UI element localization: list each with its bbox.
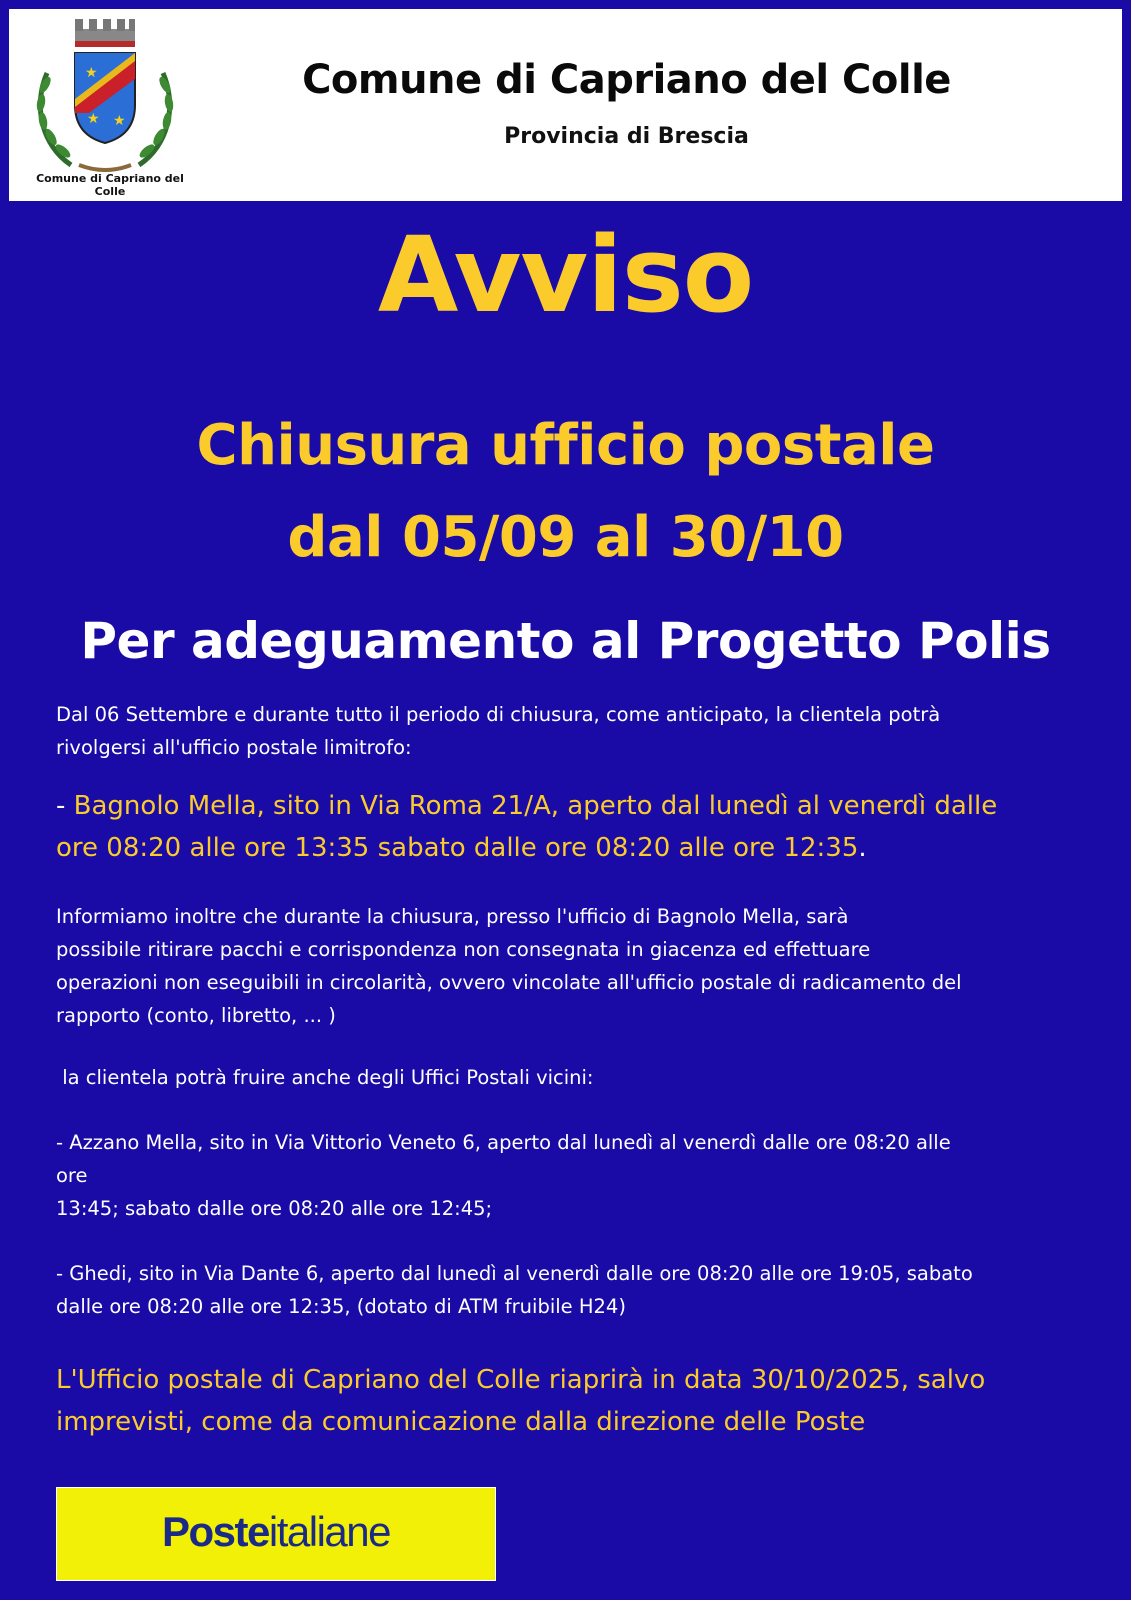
province-subtitle: Provincia di Brescia (504, 124, 749, 149)
municipality-title: Comune di Capriano del Colle (302, 57, 951, 103)
reopen-line: imprevisti, come da comunicazione dalla direzione delle Poste (56, 1407, 866, 1437)
azzano-line: 13:45; sabato dalle ore 08:20 alle ore 12:45; (56, 1197, 493, 1220)
reopen-line: L'Ufficio postale di Capriano del Colle riaprirà in data 30/10/2025, salvo (56, 1365, 986, 1395)
nearby-offices-intro: la clientela potrà fruire anche degli Uffici Postali vicini: (56, 1066, 594, 1089)
poste-logo-text (57, 1508, 495, 1556)
poste-logo-bold: Poste (162, 1508, 269, 1555)
intro-line: rivolgersi all'ufficio postale limitrofo: (56, 736, 412, 759)
poste-logo-regular: italiane (268, 1508, 390, 1555)
closure-title (0, 400, 1131, 584)
bagnolo-line: Bagnolo Mella, sito in Via Roma 21/A, aperto dal lunedì al venerdì dalle (73, 791, 998, 821)
crest-caption: Comune di Capriano del Colle (36, 172, 184, 198)
info-line: operazioni non eseguibili in circolarità, ovvero vincolate all'ufficio postale di radicamento del (56, 971, 962, 994)
bullet-dash: - (56, 791, 74, 821)
intro-paragraph (56, 698, 1086, 764)
closure-dates: dal 05/09 al 30/10 (287, 505, 844, 570)
ghedi-line: dalle ore 08:20 alle ore 12:35, (dotato di ATM fruibile H24) (56, 1295, 626, 1318)
intro-line: Dal 06 Settembre e durante tutto il periodo di chiusura, come anticipato, la clientela potrà (56, 703, 941, 726)
header-banner (9, 9, 1122, 201)
info-line: possibile ritirare pacchi e corrispondenza non consegnata in giacenza ed effettuare (56, 938, 871, 961)
svg-text:★: ★ (113, 113, 126, 129)
info-line: Informiamo inoltre che durante la chiusura, presso l'ufficio di Bagnolo Mella, sarà (56, 905, 849, 928)
ghedi-line: - Ghedi, sito in Via Dante 6, aperto dal lunedì al venerdì dalle ore 08:20 alle ore 19:05, sabato (56, 1262, 973, 1285)
coat-of-arms-icon (31, 15, 179, 179)
reopening-paragraph (56, 1359, 1096, 1443)
svg-text:★: ★ (87, 111, 100, 127)
info-line: rapporto (conto, libretto, ... ) (56, 1004, 336, 1027)
azzano-line: ore (56, 1164, 88, 1187)
notice-heading: Avviso (377, 214, 754, 336)
poste-italiane-logo (56, 1487, 496, 1581)
bagnolo-office-paragraph (56, 785, 1096, 869)
closure-line-1: Chiusura ufficio postale (196, 413, 935, 478)
bagnolo-line: ore 08:20 alle ore 13:35 sabato dalle ore 08:20 alle ore 12:35 (56, 833, 859, 863)
ghedi-office-paragraph (56, 1257, 1086, 1323)
azzano-office-paragraph (56, 1126, 1086, 1225)
bagnolo-period: . (858, 833, 867, 863)
info-paragraph (56, 900, 1086, 1032)
svg-text:★: ★ (85, 65, 98, 81)
closure-reason: Per adeguamento al Progetto Polis (80, 612, 1051, 670)
azzano-line: - Azzano Mella, sito in Via Vittorio Veneto 6, aperto dal lunedì al venerdì dalle ore 08:20 alle (56, 1131, 951, 1154)
